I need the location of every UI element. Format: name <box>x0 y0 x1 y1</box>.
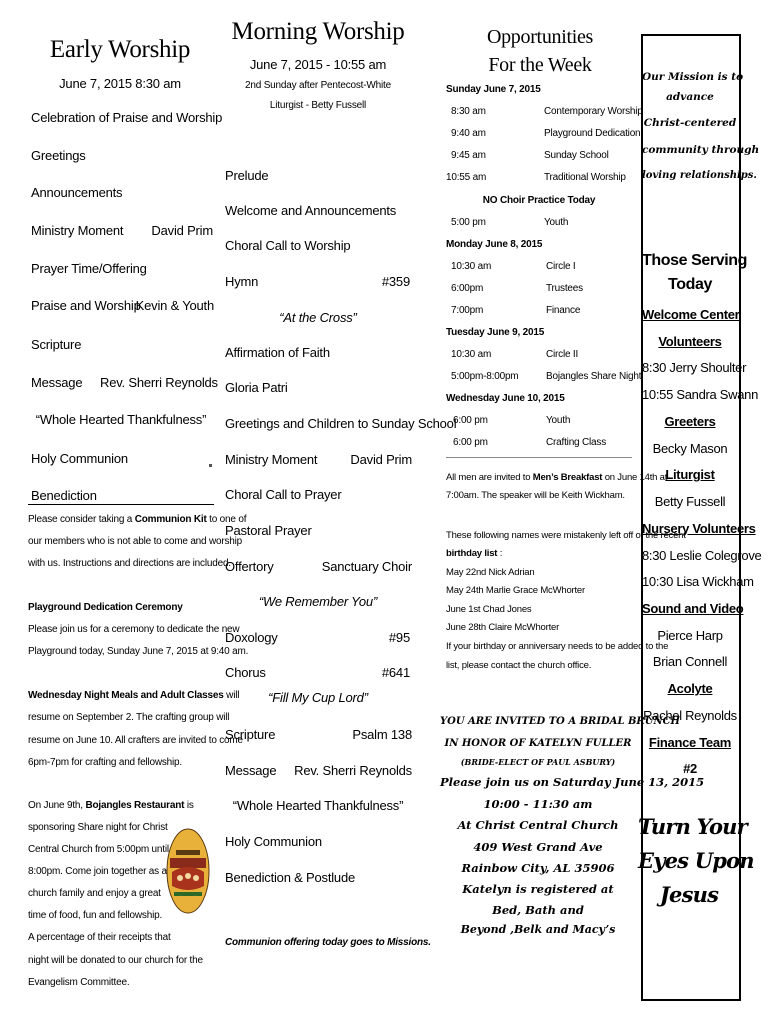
slogan: Jesus <box>659 882 719 907</box>
morning-item-label: Chorus <box>225 665 266 680</box>
morning-worship-liturgist: Liturgist - Betty Fussell <box>269 100 367 111</box>
serving-person: Brian Connell <box>652 654 728 669</box>
event-name: Trustees <box>546 283 583 294</box>
communion-kit-note: Please consider taking a Communion Kit to one of <box>28 514 247 525</box>
serving-title: Today <box>668 276 712 293</box>
opportunities-title: Opportunities <box>486 26 594 48</box>
early-item-leader: Rev. Sherri Reynolds <box>100 375 218 390</box>
event-time: 6:00pm <box>451 283 484 294</box>
serving-person: Becky Mason <box>652 441 728 456</box>
birthday-name: May 22nd Nick Adrian <box>446 567 535 578</box>
event-name: Circle II <box>546 349 579 360</box>
brunch-invite: At Christ Central Church <box>457 818 619 832</box>
morning-item-leader: David Prim <box>350 452 412 467</box>
wednesday-meals-note: 6pm-7pm for crafting and fellowship. <box>28 757 182 768</box>
morning-item-label: Message <box>225 763 277 778</box>
communion-kit-note: with us. Instructions and directions are included. <box>28 558 231 569</box>
brunch-invite: Beyond ,Belk and Macy’s <box>460 923 616 936</box>
bojangles-note: church family and enjoy a great <box>28 888 161 899</box>
serving-title: Those Serving <box>642 252 748 269</box>
wednesday-meals-heading: Wednesday Night Meals and Adult Classes will <box>28 690 240 701</box>
event-name: Bojangles Share Night <box>546 371 642 382</box>
serving-person: Pierce Harp <box>657 628 723 643</box>
benediction-rule <box>28 504 214 505</box>
serving-role: Nursery Volunteers <box>642 521 756 536</box>
slogan: Turn Your <box>638 814 747 839</box>
offertory-title: “We Remember You” <box>258 594 378 609</box>
early-item-label: Ministry Moment <box>31 223 124 238</box>
serving-role: Welcome Center <box>642 307 740 322</box>
early-item-label: Celebration of Praise and Worship <box>31 110 223 125</box>
morning-item-number: #359 <box>381 274 410 289</box>
mission-statement: loving relationships. <box>642 170 757 181</box>
day-heading: Monday June 8, 2015 <box>446 239 543 250</box>
morning-sermon-title: “Whole Hearted Thankfulness” <box>232 798 404 813</box>
brunch-invite: (BRIDE-ELECT OF PAUL ASBURY) <box>460 757 616 767</box>
brunch-invite: 409 West Grand Ave <box>473 840 603 854</box>
opportunities-subtitle: For the Week <box>488 54 592 76</box>
morning-item-label: Pastoral Prayer <box>225 523 312 538</box>
serving-role: Greeters <box>664 414 716 429</box>
serving-role: Acolyte <box>667 681 713 696</box>
morning-item-number: #95 <box>388 630 410 645</box>
event-name: Circle I <box>546 261 576 272</box>
birthday-note: If your birthday or anniversary needs to be added to the <box>446 641 669 652</box>
birthday-name: June 28th Claire McWhorter <box>446 622 560 633</box>
serving-role: Liturgist <box>665 467 715 482</box>
mission-statement: advance <box>666 91 714 103</box>
serving-person: 8:30 Leslie Colegrove <box>642 548 762 563</box>
birthday-note: list, please contact the church office. <box>446 660 592 671</box>
early-item-label: Scripture <box>31 337 82 352</box>
bojangles-note: On June 9th, Bojangles Restaurant is <box>28 800 194 811</box>
morning-item-label: Prelude <box>225 168 269 183</box>
mens-breakfast-note: 7:00am. The speaker will be Keith Wickham. <box>446 490 625 501</box>
playground-heading: Playground Dedication Ceremony <box>28 602 183 613</box>
day-heading: Tuesday June 9, 2015 <box>446 327 545 338</box>
morning-item-label: Ministry Moment <box>225 452 318 467</box>
brunch-invite: Please join us on Saturday June 13, 2015 <box>440 775 705 789</box>
bojangles-note: 8:00pm. Come join together as a <box>28 866 167 877</box>
serving-person: #2 <box>683 761 697 776</box>
event-name: Youth <box>546 415 571 426</box>
early-item-label: Benediction <box>31 488 97 503</box>
early-sermon-title: “Whole Hearted Thankfulness” <box>35 412 207 427</box>
bojangles-note: A percentage of their receipts that <box>28 932 171 943</box>
morning-item-label: Doxology <box>225 630 278 645</box>
day-heading: Sunday June 7, 2015 <box>446 84 541 95</box>
morning-item-label: Choral Call to Prayer <box>225 487 342 502</box>
communion-kit-note: our members who is not able to come and worship <box>28 536 243 547</box>
brunch-invite: YOU ARE INVITED TO A BRIDAL BRUNCH <box>440 716 680 727</box>
early-item-label: Announcements <box>31 185 123 200</box>
event-time: 5:00pm-8:00pm <box>451 371 519 382</box>
brunch-invite: IN HONOR OF KATELYN FULLER <box>444 738 632 749</box>
wednesday-meals-note: resume on June 10. All crafters are invited to come <box>28 735 243 746</box>
event-name: Contemporary Worship <box>544 106 643 117</box>
slogan: Eyes Upon <box>638 848 754 873</box>
event-name: Finance <box>546 305 581 316</box>
birthday-name: May 24th Marlie Grace McWhorter <box>446 585 585 596</box>
event-time: 5:00 pm <box>451 217 486 228</box>
morning-worship-date: June 7, 2015 - 10:55 am <box>249 57 387 72</box>
morning-item-leader: Rev. Sherri Reynolds <box>294 763 412 778</box>
morning-item-label: Hymn <box>225 274 259 289</box>
serving-role: Volunteers <box>658 334 722 349</box>
mission-statement: Our Mission is to <box>642 71 744 83</box>
event-name: Traditional Worship <box>544 172 626 183</box>
morning-item-label: Gloria Patri <box>225 380 288 395</box>
early-item-leader: David Prim <box>151 223 213 238</box>
morning-item-label: Choral Call to Worship <box>225 238 351 253</box>
bojangles-note: Evangelism Committee. <box>28 977 130 988</box>
tiny-mark <box>209 464 212 467</box>
event-name: Crafting Class <box>546 437 606 448</box>
early-item-label: Prayer Time/Offering <box>31 261 147 276</box>
brunch-invite: Bed, Bath and <box>492 903 584 917</box>
event-time: 9:40 am <box>451 128 486 139</box>
playground-note: Please join us for a ceremony to dedicate the new <box>28 624 240 635</box>
event-time: 7:00pm <box>451 305 484 316</box>
brunch-invite: Rainbow City, AL 35906 <box>461 861 615 875</box>
bojangles-note: time of food, fun and fellowship. <box>28 910 163 921</box>
serving-person: Rachel Reynolds <box>643 708 737 723</box>
birthday-note: birthday list : <box>446 548 503 559</box>
birthday-name: June 1st Chad Jones <box>446 604 532 615</box>
event-name: Sunday School <box>544 150 609 161</box>
brunch-invite: Katelyn is registered at <box>462 882 614 896</box>
morning-item-label: Scripture <box>225 727 276 742</box>
early-item-label: Greetings <box>31 148 86 163</box>
event-name: Playground Dedication <box>544 128 641 139</box>
event-time: 6:00 pm <box>453 415 488 426</box>
morning-item-leader: Sanctuary Choir <box>321 559 412 574</box>
morning-item-label: Holy Communion <box>225 834 322 849</box>
event-time: 6:00 pm <box>453 437 488 448</box>
bojangles-logo-image <box>166 828 210 914</box>
event-time: 8:30 am <box>451 106 486 117</box>
missions-note: Communion offering today goes to Missions. <box>225 937 431 948</box>
serving-person: Betty Fussell <box>654 494 726 509</box>
bojangles-note: night will be donated to our church for the <box>28 955 203 966</box>
early-item-label: Praise and Worship <box>31 298 141 313</box>
event-name: Youth <box>544 217 569 228</box>
mens-breakfast-note: All men are invited to Men’s Breakfast on June 14th at <box>446 472 668 483</box>
bojangles-note: Central Church from 5:00pm until <box>28 844 169 855</box>
early-item-leader: Kevin & Youth <box>135 298 214 313</box>
morning-item-label: Offertory <box>225 559 274 574</box>
early-worship-date: June 7, 2015 8:30 am <box>59 76 181 91</box>
section-divider <box>446 457 632 458</box>
serving-role: Sound and Video <box>642 601 744 616</box>
bojangles-note: sponsoring Share night for Christ <box>28 822 168 833</box>
wednesday-meals-note: resume on September 2. The crafting group will <box>28 712 230 723</box>
morning-item-label: Greetings and Children to Sunday School <box>225 416 457 431</box>
birthday-note: These following names were mistakenly left off of the recent <box>446 530 686 541</box>
no-choir-notice: NO Choir Practice Today <box>482 195 596 206</box>
event-time: 10:30 am <box>451 349 492 360</box>
serving-role: Finance Team <box>648 735 732 750</box>
serving-person: 10:30 Lisa Wickham <box>642 574 754 589</box>
early-item-label: Holy Communion <box>31 451 128 466</box>
mission-statement: community through <box>642 144 760 156</box>
day-heading: Wednesday June 10, 2015 <box>446 393 565 404</box>
early-worship-title: Early Worship <box>49 36 191 63</box>
morning-item-number: #641 <box>381 665 410 680</box>
hymn-title: “At the Cross” <box>279 310 357 325</box>
mission-statement: Christ-centered <box>643 117 737 129</box>
morning-item-label: Welcome and Announcements <box>225 203 397 218</box>
event-time: 9:45 am <box>451 150 486 161</box>
morning-worship-title: Morning Worship <box>231 18 405 45</box>
playground-note: Playground today, Sunday June 7, 2015 at 9:40 am. <box>28 646 249 657</box>
event-time: 10:30 am <box>451 261 492 272</box>
morning-item-scripture: Psalm 138 <box>352 727 412 742</box>
morning-item-label: Benediction & Postlude <box>225 870 356 885</box>
serving-person: 8:30 Jerry Shoulter <box>642 360 747 375</box>
chorus-title: “Fill My Cup Lord” <box>268 690 368 705</box>
morning-item-label: Affirmation of Faith <box>225 345 330 360</box>
serving-person: 10:55 Sandra Swann <box>642 387 759 402</box>
early-item-label: Message <box>31 375 83 390</box>
morning-worship-subtitle: 2nd Sunday after Pentecost-White <box>245 80 391 91</box>
event-time: 10:55 am <box>446 172 487 183</box>
brunch-invite: 10:00 - 11:30 am <box>483 797 593 811</box>
